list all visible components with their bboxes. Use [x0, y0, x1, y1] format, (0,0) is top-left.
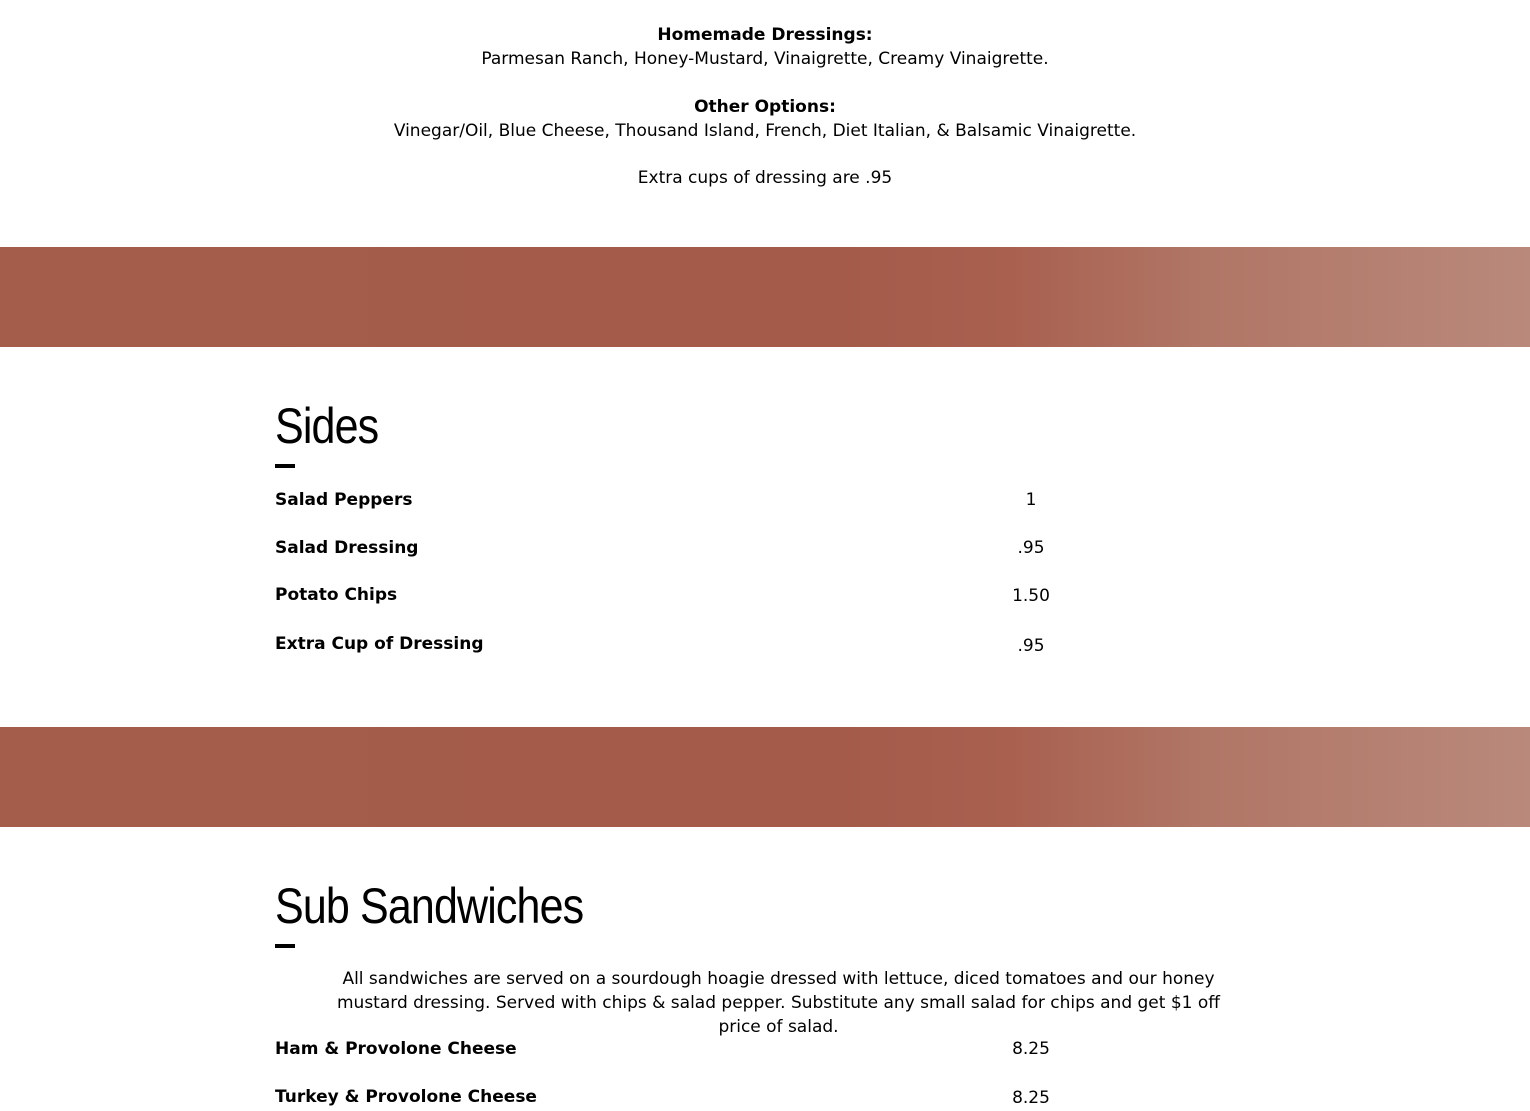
- menu-item-price: .95: [1017, 538, 1045, 558]
- menu-item: [275, 1036, 1065, 1062]
- other-options-list: Vinegar/Oil, Blue Cheese, Thousand Island, French, Diet Italian, & Balsamic Vinaigrette.: [393, 121, 1137, 141]
- menu-item-name: Salad Peppers: [275, 490, 413, 510]
- menu-item-name: Turkey & Provolone Cheese: [275, 1087, 537, 1107]
- menu-item-name: Ham & Provolone Cheese: [275, 1039, 517, 1059]
- section-title-sub-sandwiches: Sub Sandwiches: [275, 878, 584, 934]
- homemade-dressings-list: Parmesan Ranch, Honey-Mustard, Vinaigrette, Creamy Vinaigrette.: [481, 49, 1049, 69]
- menu-item: [275, 583, 1065, 609]
- title-underline: [275, 944, 295, 948]
- section-banner: [0, 247, 1530, 347]
- sub-sandwiches-description: All sandwiches are served on a sourdough hoagie dressed with lettuce, diced tomatoes and our honey mustard dressing. Served with chips & salad pepper. Substitute any small salad for chips and get $1 off price of salad.: [336, 969, 1220, 1037]
- other-options-heading: Other Options:: [694, 97, 836, 117]
- menu-item-price: .95: [1017, 636, 1045, 656]
- extra-dressing-note: Extra cups of dressing are .95: [637, 168, 893, 188]
- menu-item-name: Salad Dressing: [275, 538, 419, 558]
- menu-item-price: 1.50: [1012, 586, 1050, 606]
- section-banner: [0, 727, 1530, 827]
- menu-item-price: 8.25: [1012, 1088, 1050, 1108]
- menu-item-name: Potato Chips: [275, 585, 398, 605]
- menu-item: [275, 535, 1065, 561]
- title-underline: [275, 464, 295, 468]
- menu-item-price: 1: [1025, 490, 1037, 510]
- menu-item: [275, 487, 1065, 513]
- section-title-sides: Sides: [275, 398, 379, 454]
- homemade-dressings-heading: Homemade Dressings:: [657, 25, 873, 45]
- menu-item-name: Extra Cup of Dressing: [275, 634, 484, 654]
- menu-item: [275, 631, 1065, 657]
- menu-item-price: 8.25: [1012, 1039, 1050, 1059]
- menu-item: [275, 1084, 1065, 1110]
